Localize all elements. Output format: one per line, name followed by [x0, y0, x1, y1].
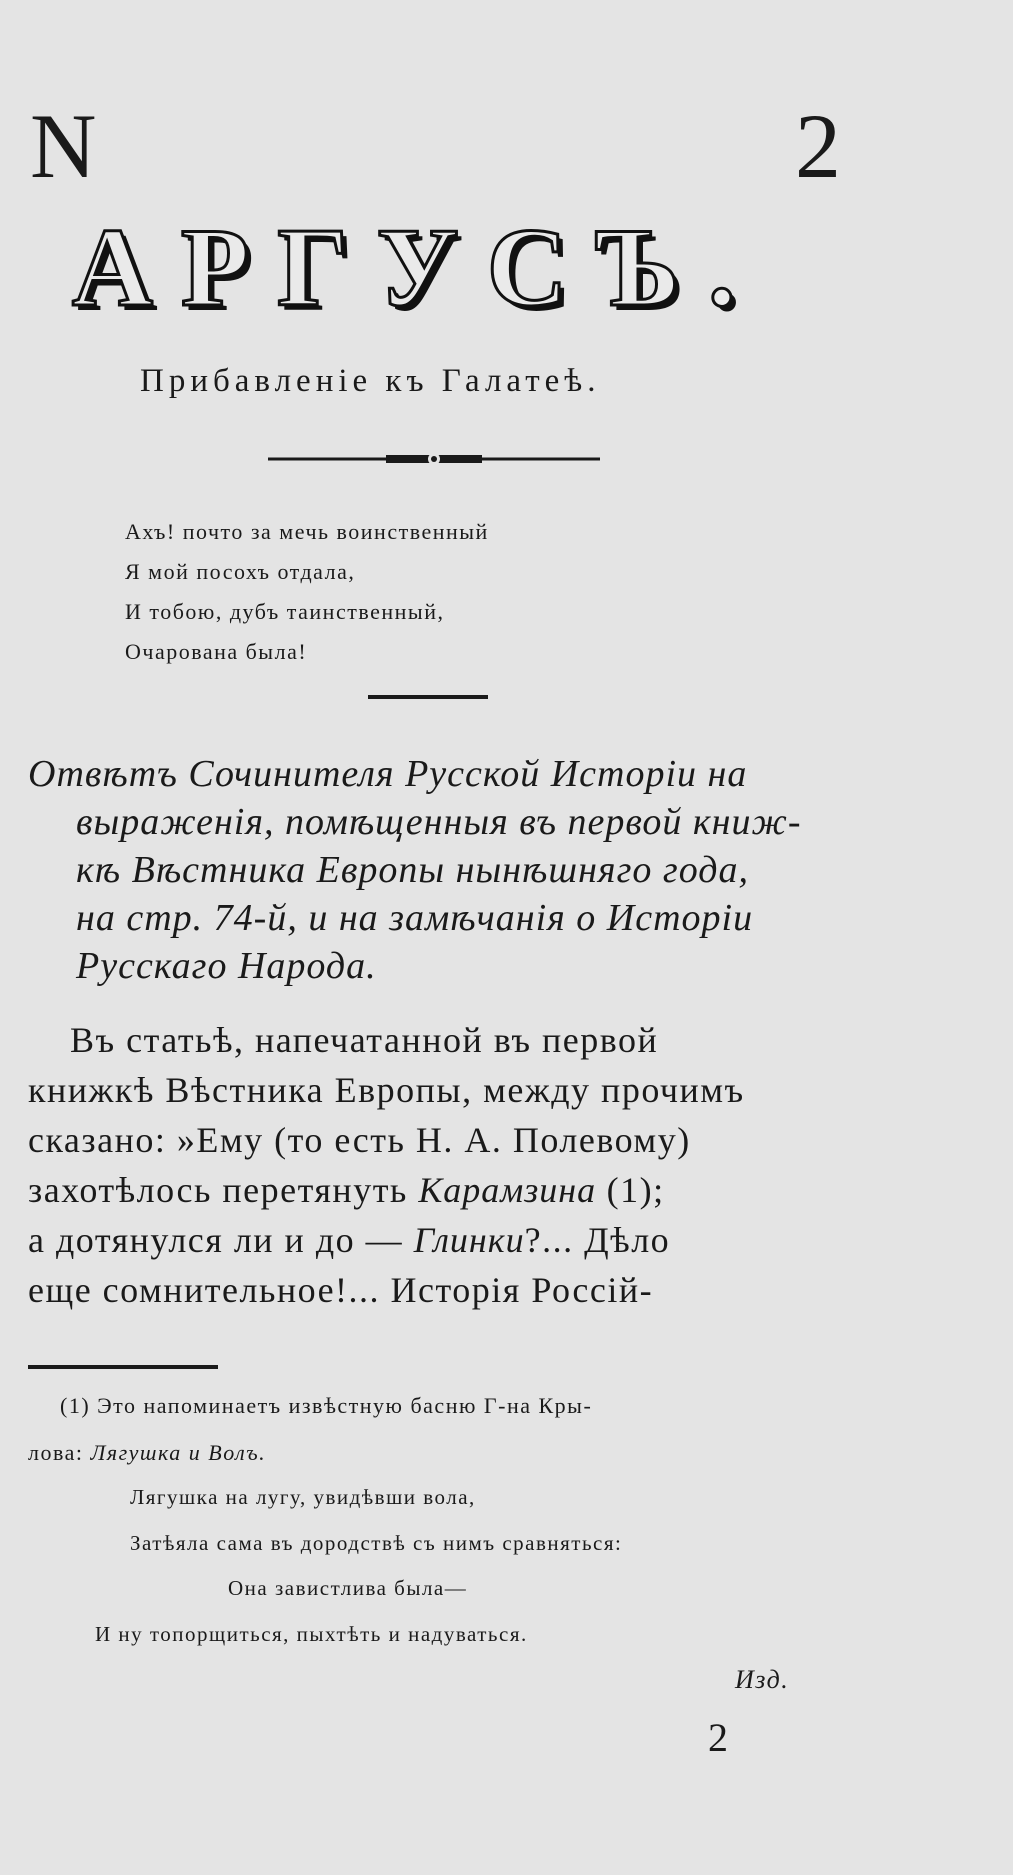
subtitle: Прибавленіе къ Галатеѣ.: [140, 363, 601, 399]
footnote-ref: (1);: [596, 1170, 665, 1210]
epigraph-line: Очарована была!: [125, 639, 308, 664]
body-text: а дотянулся ли и до —: [28, 1220, 414, 1260]
body-line: [28, 1215, 858, 1265]
epigraph-line: Ахъ! почто за мечь воинственный: [125, 519, 489, 544]
page-number: 2: [708, 1715, 728, 1760]
heading-line: Отвѣтъ Сочинителя Русской Исторіи на: [28, 753, 748, 795]
footnote-signature: Изд.: [735, 1665, 790, 1694]
section-divider: [368, 695, 488, 699]
footnote-text: (1) Это напоминаетъ извѣстную басню Г-на Кры-: [60, 1393, 593, 1418]
epigraph: [125, 512, 489, 672]
italic-name: Карамзина: [418, 1170, 597, 1210]
fable-title: Лягушка и Волъ.: [90, 1440, 267, 1465]
fable-verse-line: Затѣяла сама въ дородствѣ съ нимъ сравняться:: [130, 1531, 623, 1555]
epigraph-line: Я мой посохъ отдала,: [125, 559, 356, 584]
body-line: еще сомнительное!... Исторія Россій-: [28, 1270, 654, 1310]
body-line: Въ статьѣ, напечатанной въ первой: [70, 1020, 659, 1060]
footnote-text-prefix: лова:: [28, 1440, 91, 1465]
article-heading: [28, 750, 868, 990]
epigraph-line: И тобою, дубъ таинственный,: [125, 599, 445, 624]
body-line: книжкѣ Вѣстника Европы, между прочимъ: [28, 1070, 745, 1110]
heading-line: кѣ Вѣстника Европы нынѣшняго года,: [76, 849, 749, 891]
italic-name: Глинки: [413, 1220, 525, 1260]
masthead-title: АРГУСЪ.: [72, 206, 764, 330]
heading-line: выраженія, помѣщенныя въ первой книж-: [76, 801, 802, 843]
fable-verse-line: Она завистлива была—: [228, 1576, 468, 1600]
footnote-text: [28, 1440, 266, 1466]
body-line: сказано: »Ему (то есть Н. А. Полевому): [28, 1120, 691, 1160]
issue-number: 2: [795, 95, 841, 197]
fable-verse-line: И ну топорщиться, пыхтѣть и надуваться.: [95, 1622, 528, 1646]
heading-line: Русскаго Народа.: [76, 945, 377, 987]
fable-verse-line: Лягушка на лугу, увидѣвши вола,: [130, 1485, 476, 1509]
body-text: ?... Дѣло: [524, 1220, 671, 1260]
heading-line: на стр. 74-й, и на замѣчанія о Исторіи: [76, 897, 754, 939]
footnote-divider: [28, 1365, 218, 1369]
body-line: [28, 1165, 858, 1215]
issue-letter: N: [30, 95, 97, 197]
body-text: захотѣлось перетянуть: [28, 1170, 419, 1210]
ornamental-divider: [268, 452, 600, 466]
article-body: [28, 1015, 858, 1315]
